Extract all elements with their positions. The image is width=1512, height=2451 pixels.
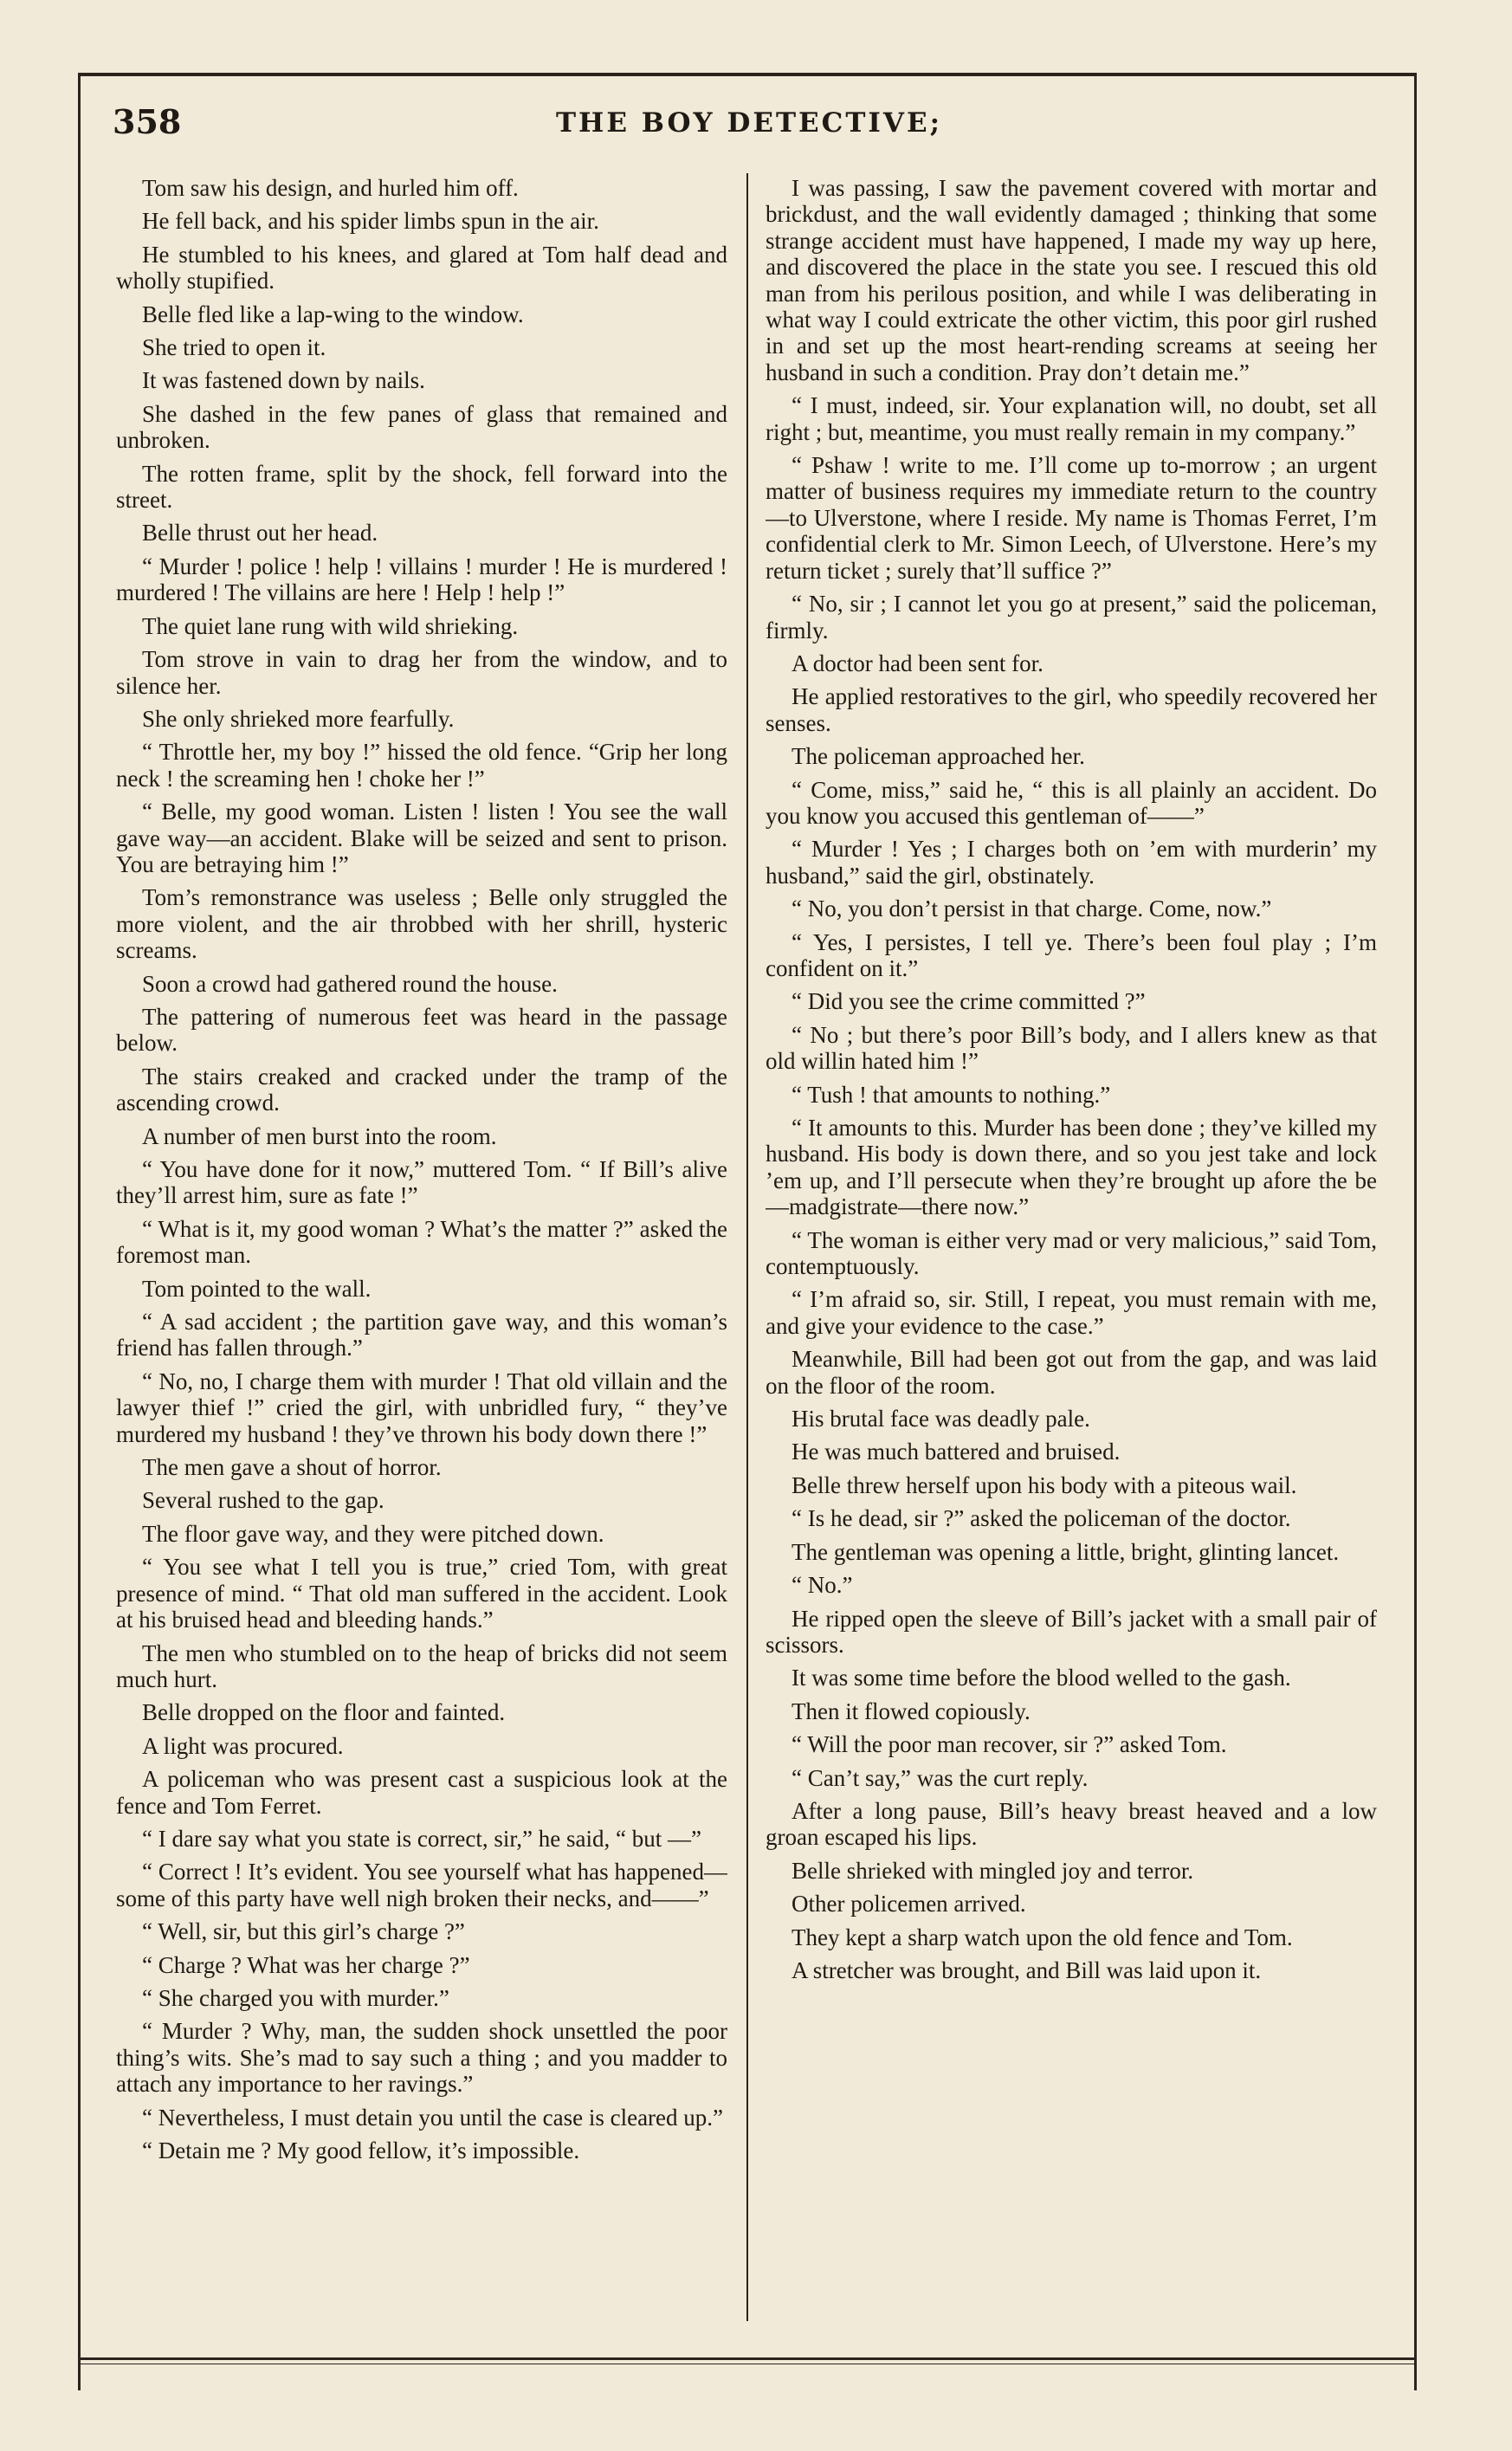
paragraph: “ Murder ! police ! help ! villains ! murder ! He is murdered ! murdered ! The villains are here ! Help ! help !” (116, 553, 727, 606)
paragraph: She only shrieked more fearfully. (142, 705, 455, 732)
paragraph: A stretcher was brought, and Bill was laid upon it. (792, 1956, 1262, 1983)
paragraph: “ Murder ! Yes ; I charges both on ’em with murderin’ my husband,” said the girl, obstinately. (766, 836, 1377, 889)
paragraph: I was passing, I saw the pavement covered with mortar and brickdust, and the wall evidently damaged ; thinking that some strange accident must have happened, I made my way up here, and discovered the place in the state you see. I rescued this old man from his perilous position, and while I was deliberating in what way I could extricate the other victim, this poor girl rushed in and set up the most heart-rending screams at seeing her husband in such a condition. Pray don’t detain me.” (766, 175, 1377, 385)
page-number: 358 (113, 102, 182, 141)
paragraph: “ No ; but there’s poor Bill’s body, and I allers knew as that old willin hated him !” (766, 1021, 1377, 1075)
paragraph: After a long pause, Bill’s heavy breast heaved and a low groan escaped his lips. (766, 1797, 1377, 1851)
paragraph: He applied restoratives to the girl, who speedily recovered her senses. (766, 683, 1377, 736)
running-title: THE BOY DETECTIVE; (555, 107, 943, 139)
paragraph: “ Come, miss,” said he, “ this is all plainly an accident. Do you know you accused this gentleman of——” (766, 776, 1377, 829)
paragraph: “ Detain me ? My good fellow, it’s impossible. (142, 2137, 580, 2163)
paragraph: “ The woman is either very mad or very malicious,” said Tom, contemptuously. (766, 1226, 1377, 1280)
paragraph: “ I must, indeed, sir. Your explanation will, no doubt, set all right ; but, meantime, you must really remain in my company.” (766, 392, 1377, 445)
paragraph: He ripped open the sleeve of Bill’s jacket with a small pair of scissors. (766, 1605, 1377, 1658)
paragraph: Soon a crowd had gathered round the house. (142, 970, 558, 997)
bottom-rule (78, 2357, 1417, 2364)
paragraph: “ A sad accident ; the partition gave way, and this woman’s friend has fallen through.” (116, 1309, 727, 1361)
paragraph: “ Belle, my good woman. Listen ! listen ! You see the wall gave way—an accident. Blake will be seized and sent to prison. You are betraying him !” (116, 799, 727, 877)
paragraph: “ Well, sir, but this girl’s charge ?” (142, 1918, 465, 1945)
paragraph: “ No, no, I charge them with murder ! That old villain and the lawyer thief !” cried the girl, with unbridled fury, “ they’ve murdered my husband ! they’ve thrown his body down there !” (116, 1368, 727, 1447)
right-column (766, 175, 1377, 2340)
paragraph: Belle shrieked with mingled joy and terror. (792, 1857, 1194, 1884)
paragraph: “ Throttle her, my boy !” hissed the old fence. “Grip her long neck ! the screaming hen ! choke her !” (116, 739, 727, 792)
paragraph: “ It amounts to this. Murder has been done ; they’ve killed my husband. His body is down there, and so you jest take and lock ’em up, and I’ll persecute when they’re brought up afore the be—madgistrate—there now.” (766, 1115, 1377, 1220)
paragraph: Other policemen arrived. (792, 1891, 1026, 1917)
paragraph: “ What is it, my good woman ? What’s the matter ?” asked the foremost man. (116, 1215, 727, 1269)
paragraph: It was fastened down by nails. (142, 367, 425, 394)
paragraph: A policeman who was present cast a suspicious look at the fence and Tom Ferret. (116, 1766, 727, 1819)
page-header (113, 102, 1386, 154)
paragraph: It was some time before the blood welled to the gash. (792, 1665, 1291, 1691)
paragraph: “ Is he dead, sir ?” asked the policeman of the doctor. (792, 1505, 1291, 1532)
paragraph: A light was procured. (142, 1732, 344, 1759)
column-divider (746, 173, 748, 2321)
paragraph: A doctor had been sent for. (792, 650, 1044, 676)
paragraph: He fell back, and his spider limbs spun in the air. (142, 208, 599, 235)
paragraph: Several rushed to the gap. (142, 1487, 384, 1514)
paragraph: “ Did you see the crime committed ?” (792, 988, 1146, 1015)
paragraph: The stairs creaked and cracked under the tramp of the ascending crowd. (116, 1063, 727, 1116)
paragraph: Tom strove in vain to drag her from the window, and to silence her. (116, 646, 727, 699)
paragraph: She tried to open it. (142, 334, 326, 361)
left-column (116, 175, 727, 2340)
paragraph: “ Correct ! It’s evident. You see yourself what has happened—some of this party have well nigh broken their necks, and——” (116, 1859, 727, 1911)
paragraph: Tom’s remonstrance was useless ; Belle only struggled the more violent, and the air throbbed with her shrill, hysteric screams. (116, 884, 727, 964)
paragraph: Then it flowed copiously. (792, 1698, 1031, 1724)
paragraph: “ Can’t say,” was the curt reply. (792, 1764, 1089, 1791)
paragraph: The policeman approached her. (792, 743, 1085, 770)
paragraph: Belle threw herself upon his body with a piteous wail. (792, 1471, 1297, 1498)
paragraph: “ Murder ? Why, man, the sudden shock unsettled the poor thing’s wits. She’s mad to say such a thing ; and you madder to attach any importance to her ravings.” (116, 2018, 727, 2098)
top-rule (78, 73, 1417, 76)
paragraph: His brutal face was deadly pale. (792, 1406, 1090, 1432)
paragraph: The floor gave way, and they were pitched down. (142, 1520, 604, 1547)
paragraph: The pattering of numerous feet was heard in the passage below. (116, 1003, 727, 1057)
paragraph: Tom saw his design, and hurled him off. (142, 175, 519, 201)
paragraph: “ No.” (792, 1572, 853, 1599)
paragraph: A number of men burst into the room. (142, 1122, 497, 1149)
paragraph: Belle dropped on the floor and fainted. (142, 1699, 506, 1726)
paragraph: The rotten frame, split by the shock, fell forward into the street. (116, 460, 727, 514)
paragraph: The men who stumbled on to the heap of bricks did not seem much hurt. (116, 1639, 727, 1692)
paragraph: “ You see what I tell you is true,” cried Tom, with great presence of mind. “ That old man suffered in the accident. Look at his bruised head and bleeding hands.” (116, 1554, 727, 1633)
paragraph: They kept a sharp watch upon the old fence and Tom. (792, 1924, 1293, 1950)
paragraph: Tom pointed to the wall. (142, 1275, 372, 1302)
paragraph: “ Nevertheless, I must detain you until the case is cleared up.” (142, 2104, 724, 2131)
paragraph: Belle fled like a lap-wing to the window. (142, 301, 524, 327)
paragraph: “ Yes, I persistes, I tell ye. There’s been foul play ; I’m confident on it.” (766, 928, 1377, 981)
paragraph: He was much battered and bruised. (792, 1439, 1121, 1465)
paragraph: “ No, you don’t persist in that charge. Come, now.” (792, 896, 1272, 922)
paragraph: Meanwhile, Bill had been got out from the gap, and was laid on the floor of the room. (766, 1346, 1377, 1399)
paragraph: “ I dare say what you state is correct, sir,” he said, “ but —” (142, 1825, 701, 1852)
paragraph: He stumbled to his knees, and glared at Tom half dead and wholly stupified. (116, 241, 727, 294)
paragraph: “ No, sir ; I cannot let you go at present,” said the policeman, firmly. (766, 591, 1377, 643)
paragraph: “ Charge ? What was her charge ?” (142, 1951, 470, 1978)
paragraph: The quiet lane rung with wild shrieking. (142, 612, 519, 639)
paragraph: “ I’m afraid so, sir. Still, I repeat, you must remain with me, and give your evidence to the case.” (766, 1286, 1377, 1339)
paragraph: “ You have done for it now,” muttered Tom. “ If Bill’s alive they’ll arrest him, sure as fate !” (116, 1156, 727, 1209)
paragraph: She dashed in the few panes of glass that remained and unbroken. (116, 400, 727, 454)
paragraph: Belle thrust out her head. (142, 520, 378, 546)
paragraph: The gentleman was opening a little, bright, glinting lancet. (792, 1538, 1340, 1565)
paragraph: “ Will the poor man recover, sir ?” asked Tom. (792, 1731, 1227, 1758)
paragraph: The men gave a shout of horror. (142, 1454, 442, 1481)
paragraph: “ Tush ! that amounts to nothing.” (792, 1081, 1111, 1108)
paragraph: “ Pshaw ! write to me. I’ll come up to-morrow ; an urgent matter of business requires my immediate return to the country—to Ulverstone, where I reside. My name is Thomas Ferret, I’m confidential clerk to Mr. Simon Leech, of Ulverstone. Here’s my return ticket ; surely that’ll suffice ?” (766, 452, 1377, 584)
paragraph: “ She charged you with murder.” (142, 1984, 449, 2011)
